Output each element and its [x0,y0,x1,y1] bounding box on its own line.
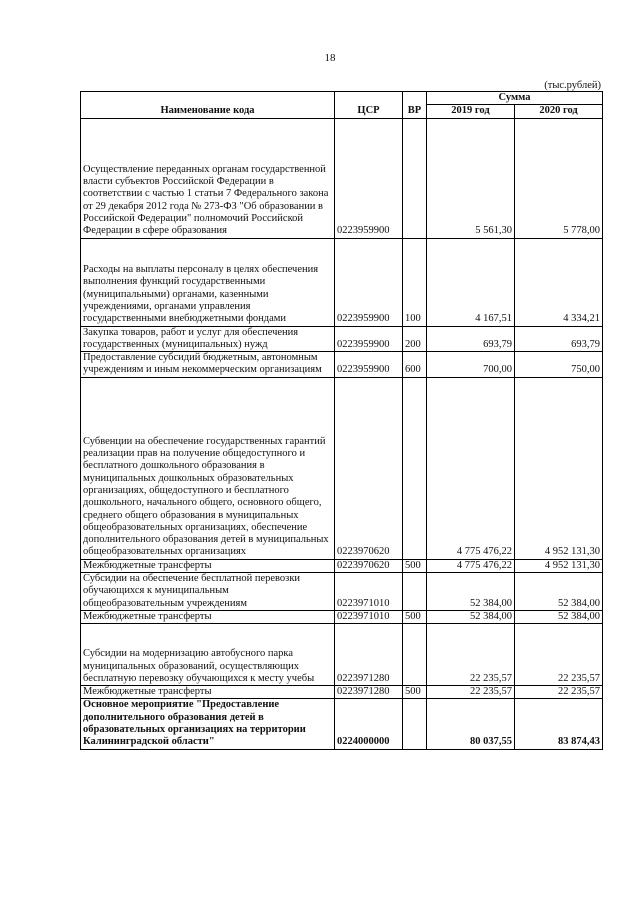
unit-label: (тыс.рублей) [544,80,601,91]
row-2020: 83 874,43 [515,699,603,749]
header-vr: ВР [403,92,427,119]
row-2020: 22 235,57 [515,686,603,699]
header-name: Наименование кода [81,92,335,119]
header-2020: 2020 год [515,105,603,118]
row-csr: 0223971280 [335,686,403,699]
row-name: Закупка товаров, работ и услуг для обеспечения государственных (муниципальных) нужд [81,326,335,352]
row-vr: 500 [403,686,427,699]
row-vr [403,118,427,238]
row-csr: 0223959900 [335,238,403,326]
row-2020: 52 384,00 [515,572,603,610]
row-vr: 500 [403,559,427,572]
row-name: Осуществление переданных органам государственной власти субъектов Российской Федерации в соответствии с частью 1 статьи 7 Федерального закона от 29 декабря 2012 года № 273-ФЗ "Об образовании в Российской Федерации" полномочий Российской Федерации в сфере образования [81,118,335,238]
row-csr: 0223959900 [335,326,403,352]
row-2020: 750,00 [515,352,603,378]
row-2019: 700,00 [427,352,515,378]
row-2019: 22 235,57 [427,624,515,686]
table-row [81,699,603,749]
row-csr: 0223970620 [335,377,403,559]
header-2019: 2019 год [427,105,515,118]
row-2019: 22 235,57 [427,686,515,699]
row-vr [403,699,427,749]
header-csr: ЦСР [335,92,403,119]
table-row [81,572,603,610]
row-csr: 0223971010 [335,572,403,610]
table-row [81,686,603,699]
row-2019: 5 561,30 [427,118,515,238]
row-2019: 80 037,55 [427,699,515,749]
row-2020: 5 778,00 [515,118,603,238]
row-name: Межбюджетные трансферты [81,610,335,623]
table-row [81,352,603,378]
row-name: Межбюджетные трансферты [81,559,335,572]
header-sum: Сумма [427,92,603,105]
row-name: Предоставление субсидий бюджетным, автономным учреждениям и иным некоммерческим организациям [81,352,335,378]
row-name: Субсидии на обеспечение бесплатной перевозки обучающихся к муниципальным общеобразовательным учреждениям [81,572,335,610]
row-vr [403,377,427,559]
table-row [81,118,603,238]
row-name: Расходы на выплаты персоналу в целях обеспечения выполнения функций государственными (муниципальными) органами, казенными учреждениями, органами управления государственными внебюджетными фондами [81,238,335,326]
row-2020: 693,79 [515,326,603,352]
row-vr [403,624,427,686]
row-2019: 693,79 [427,326,515,352]
row-2020: 22 235,57 [515,624,603,686]
table-row [81,326,603,352]
row-csr: 0223971010 [335,610,403,623]
row-2019: 4 775 476,22 [427,559,515,572]
row-vr: 600 [403,352,427,378]
row-csr: 0223959900 [335,118,403,238]
row-csr: 0223959900 [335,352,403,378]
row-vr: 100 [403,238,427,326]
page-number: 18 [324,52,336,64]
row-name: Субсидии на модернизацию автобусного парка муниципальных образований, осуществляющих бесплатную перевозку обучающихся к месту учебы [81,624,335,686]
table-row [81,610,603,623]
row-2019: 4 167,51 [427,238,515,326]
row-name: Основное мероприятие "Предоставление дополнительного образования детей в образовательных организациях на территории Калининградской области" [81,699,335,749]
row-2019: 52 384,00 [427,610,515,623]
row-vr [403,572,427,610]
row-vr: 500 [403,610,427,623]
table-row [81,238,603,326]
row-csr: 0223970620 [335,559,403,572]
row-2020: 4 952 131,30 [515,559,603,572]
row-vr: 200 [403,326,427,352]
row-name: Субвенции на обеспечение государственных гарантий реализации прав на получение общедоступного и бесплатного дошкольного образования в муниципальных дошкольных образовательных организациях, общедоступного и бесплатного дошкольного, начального общего, основного общего, среднего общего образования в муниципальных общеобразовательных организациях, обеспечение дополнительного образования детей в муниципальных общеобразовательных организациях [81,377,335,559]
row-2019: 4 775 476,22 [427,377,515,559]
row-name: Межбюджетные трансферты [81,686,335,699]
budget-table [80,91,603,750]
row-2019: 52 384,00 [427,572,515,610]
row-csr: 0224000000 [335,699,403,749]
table-row [81,377,603,559]
row-2020: 4 334,21 [515,238,603,326]
row-csr: 0223971280 [335,624,403,686]
row-2020: 52 384,00 [515,610,603,623]
table-row [81,624,603,686]
table-row [81,559,603,572]
row-2020: 4 952 131,30 [515,377,603,559]
